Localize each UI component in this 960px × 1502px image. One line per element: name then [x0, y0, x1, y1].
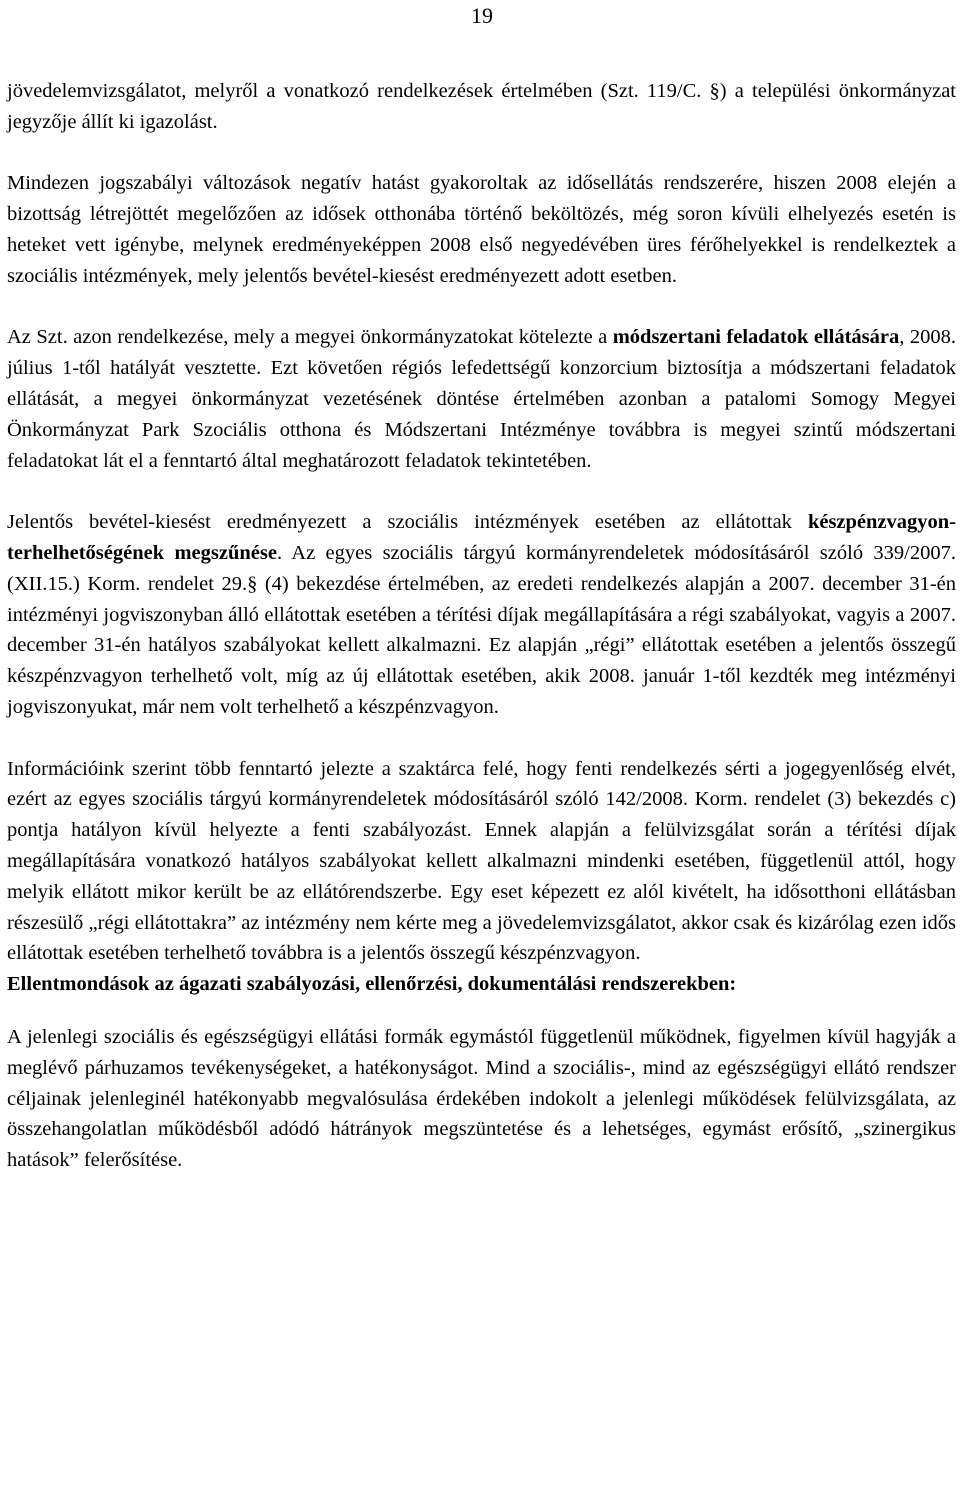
paragraph-methodology-tasks: [7, 322, 956, 476]
paragraph-information: Információink szerint több fenntartó jelezte a szaktárca felé, hogy fenti rendelkezés sérti a jogegyenlőség elvét, ezért az egyes szociális tárgyú kormányrendeletek módosításáról szóló 142/2008. Korm. rendelet (3) bekezdés c) pontja hatályon kívül helyezte a fenti szabályozást. Ennek alapján a felülvizsgálat során a térítési díjak megállapítására vonatkozó hatályos szabályokat kellett alkalmazni mindenki esetében, függetlenül attól, hogy melyik ellátott mikor került be az ellátórendszerbe. Egy eset képezett ez alól kivételt, ha idősotthoni ellátásban részesülő „régi ellátottakra” az intézmény nem kérte meg a jövedelemvizsgálatot, akkor csak és kizárólag ezen idős ellátottak esetében terhelhető továbbra is a jelentős összegű készpénzvagyon.: [7, 757, 956, 965]
paragraph-cash-assets-post: . Az egyes szociális tárgyú kormányrendeletek módosításáról szóló 339/2007. (XII.15.) Korm. rendelet 29.§ (4) bekezdése értelmében, az eredeti rendelkezés alapján a 2007. december 31-én intézményi jogviszonyban álló ellátottak esetében a térítési díjak megállapítására a régi szabályokat, vagyis a 2007. december 31-én hatályos szabályokat kellett alkalmazni. Ez alapján „régi” ellátottak esetében a jelentős összegű készpénzvagyon terhelhető volt, míg az új ellátottak esetében, akik 2008. január 1-től kezdték meg intézményi jogviszonyukat, már nem volt terhelhető a készpénzvagyon.: [7, 541, 956, 718]
paragraph-legal-changes: Mindezen jogszabályi változások negatív hatást gyakoroltak az idősellátás rendszerére, hiszen 2008 elején a bizottság létrejöttét megelőzően az idősek otthonába történő beköltözés, még soron kívüli elhelyezés esetén is heteket vett igénybe, melynek eredményeképpen 2008 első negyedévében üres férőhelyekkel is rendelkeztek a szociális intézmények, mely jelentős bevétel-kiesést eredményezett adott esetben.: [7, 172, 956, 287]
paragraph-methodology-pre: Az Szt. azon rendelkezése, mely a megyei önkormányzatokat kötelezte a: [7, 326, 613, 349]
paragraph-methodology-post: , 2008. július 1-től hatályát vesztette. Ezt követően régiós lefedettségű konzorcium biztosítja a módszertani feladatok ellátását, a megyei önkormányzat vezetésének döntése értelmében azonban a patalomi Somogy Megyei Önkormányzat Park Szociális otthona és Módszertani Intézménye továbbra is megyei szintű módszertani feladatokat lát el a fenntartó által meghatározott feladatok tekintetében.: [7, 326, 956, 472]
page-number: 19: [471, 3, 493, 28]
paragraph-cash-assets-pre: Jelentős bevétel-kiesést eredményezett a szociális intézmények esetében az ellátottak: [7, 511, 808, 534]
section-heading-contradictions: Ellentmondások az ágazati szabályozási, ellenőrzési, dokumentálási rendszerekben:: [7, 973, 737, 996]
paragraph-current-care-forms: A jelenlegi szociális és egészségügyi ellátási formák egymástól függetlenül működnek, figyelmen kívül hagyják a meglévő párhuzamos tevékenységeket, a hatékonyságot. Mind a szociális-, mind az egészségügyi ellátó rendszer céljainak jelenleginél hatékonyabb megvalósulása érdekében indokolt a jelenlegi működések felülvizsgálata, az összehangolatlan működésből adódó hátrányok megszüntetése és a lehetséges, egymást erősítő, „szinergikus hatások” felerősítése.: [7, 1025, 956, 1172]
document-body: [7, 76, 956, 1176]
paragraph-methodology-bold: módszertani feladatok ellátására: [612, 326, 900, 349]
paragraph-income-assessment: jövedelemvizsgálatot, melyről a vonatkozó rendelkezések értelmében (Szt. 119/C. §) a települési önkormányzat jegyzője állít ki igazolást.: [7, 80, 956, 133]
paragraph-cash-assets-bold: készpénzvagyon-terhelhetőségének megszűnése: [7, 511, 956, 564]
paragraph-cash-assets: [7, 507, 956, 723]
